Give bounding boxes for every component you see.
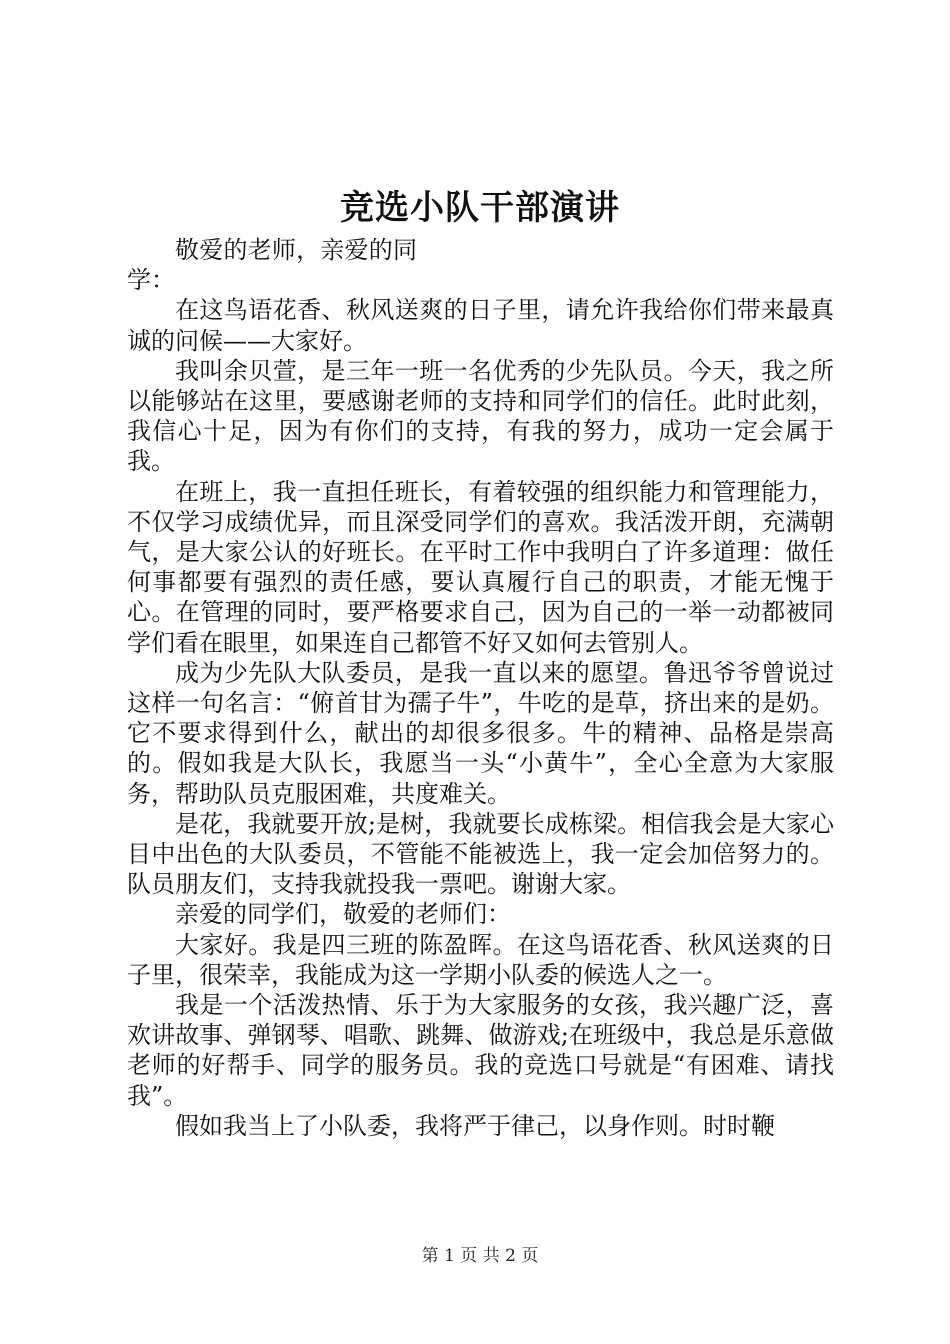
paragraph-second-salutation: 亲爱的同学们，敬爱的老师们： — [175, 900, 511, 929]
document-body — [127, 235, 834, 1141]
paragraph-salutation: 敬爱的老师，亲爱的同学： — [127, 236, 417, 295]
paragraph-second-greeting: 大家好。我是四三班的陈盈晖。在这鸟语花香、秋风送爽的日子里，很荣幸，我能成为这一学期小队委的候选人之一。 — [127, 930, 834, 989]
paragraph-introduction: 我叫余贝萱，是三年一班一名优秀的少先队员。今天，我之所以能够站在这里，要感谢老师的支持和同学们的信任。此时此刻，我信心十足，因为有你们的支持，有我的努力，成功一定会属于我。 — [127, 356, 834, 476]
page-footer: 第 1 页 共 2 页 — [421, 1246, 539, 1266]
paragraph-class-monitor: 在班上，我一直担任班长，有着较强的组织能力和管理能力，不仅学习成绩优异，而且深受同学们的喜欢。我活泼开朗，充满朝气，是大家公认的好班长。在平时工作中我明白了许多道理：做任何事都要有强烈的责任感，要认真履行自己的职责，才能无愧于心。在管理的同时，要严格要求自己，因为自己的一举一动都被同学们看在眼里，如果连自己都管不好又如何去管别人。 — [127, 477, 834, 657]
paragraph-greeting: 在这鸟语花香、秋风送爽的日子里，请允许我给你们带来最真诚的问候——大家好。 — [127, 296, 834, 355]
paragraph-promise: 假如我当上了小队委，我将严于律己，以身作则。时时鞭 — [175, 1111, 775, 1140]
paragraph-wish: 成为少先队大队委员，是我一直以来的愿望。鲁迅爷爷曾说过这样一句名言：“俯首甘为孺子牛”，牛吃的是草，挤出来的是奶。它不要求得到什么，献出的却很多很多。牛的精神、品格是崇高的。假如我是大队长，我愿当一头“小黄牛”，全心全意为大家服务，帮助队员克服困难，共度难关。 — [127, 658, 834, 808]
document-title: 竞选小队干部演讲 — [340, 188, 620, 228]
paragraph-closing: 是花，我就要开放;是树，我就要长成栋梁。相信我会是大家心目中出色的大队委员，不管能不能被选上，我一定会加倍努力的。队员朋友们，支持我就投我一票吧。谢谢大家。 — [127, 809, 834, 899]
paragraph-self-description: 我是一个活泼热情、乐于为大家服务的女孩，我兴趣广泛，喜欢讲故事、弹钢琴、唱歌、跳舞、做游戏;在班级中，我总是乐意做老师的好帮手、同学的服务员。我的竞选口号就是“有困难、请找我”。 — [127, 991, 834, 1110]
